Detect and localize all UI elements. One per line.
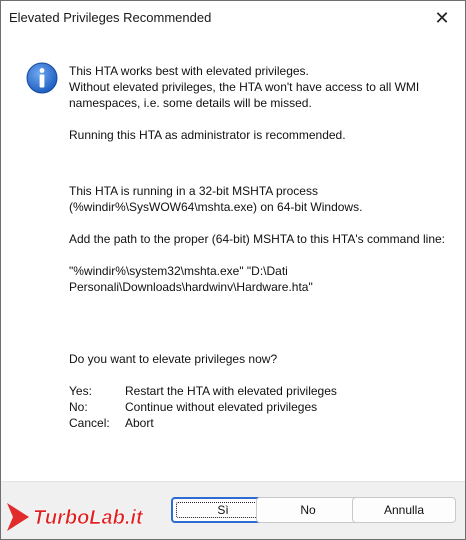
cancel-button[interactable] <box>352 497 456 523</box>
option-cancel-row <box>69 415 449 431</box>
cancel-button-label: Annulla <box>383 503 425 517</box>
option-desc: Continue without elevated privileges <box>125 400 318 414</box>
information-icon <box>26 62 58 94</box>
message-text-32bit: This HTA is running in a 32-bit MSHTA process (%windir%\SysWOW64\mshta.exe) on 64-bit Windows. <box>69 184 363 214</box>
option-desc: Restart the HTA with elevated privileges <box>125 384 337 398</box>
window-title: Elevated Privileges Recommended <box>9 10 212 25</box>
no-button[interactable] <box>256 497 360 523</box>
close-icon: ✕ <box>434 7 450 28</box>
watermark-text: TurboLab.it <box>33 507 143 529</box>
message-text-command: "%windir%\system32\mshta.exe" "D:\Dati Personali\Downloads\hardwinv\Hardware.hta" <box>69 264 313 294</box>
option-yes-row <box>69 383 449 399</box>
yes-button-label: Sì <box>217 503 229 517</box>
turbolab-watermark-logo <box>3 497 183 537</box>
title-bar[interactable] <box>1 1 465 35</box>
option-key: Yes: <box>69 384 92 398</box>
message-question: Do you want to elevate privileges now? <box>69 352 278 366</box>
no-button-label: No <box>300 503 316 517</box>
option-key: Cancel: <box>69 416 110 430</box>
message-text-add-path: Add the path to the proper (64-bit) MSHTA to this HTA's command line: <box>69 232 446 246</box>
option-desc: Abort <box>125 416 154 430</box>
message-body <box>69 63 449 431</box>
option-key: No: <box>69 400 88 414</box>
message-text-intro: This HTA works best with elevated privileges. Without elevated privileges, the HTA won't have access to all WMI namespaces, i.e. some details will be missed. <box>69 64 420 110</box>
option-no-row <box>69 399 449 415</box>
close-button[interactable] <box>419 1 465 35</box>
message-text-recommend: Running this HTA as administrator is recommended. <box>69 128 346 142</box>
